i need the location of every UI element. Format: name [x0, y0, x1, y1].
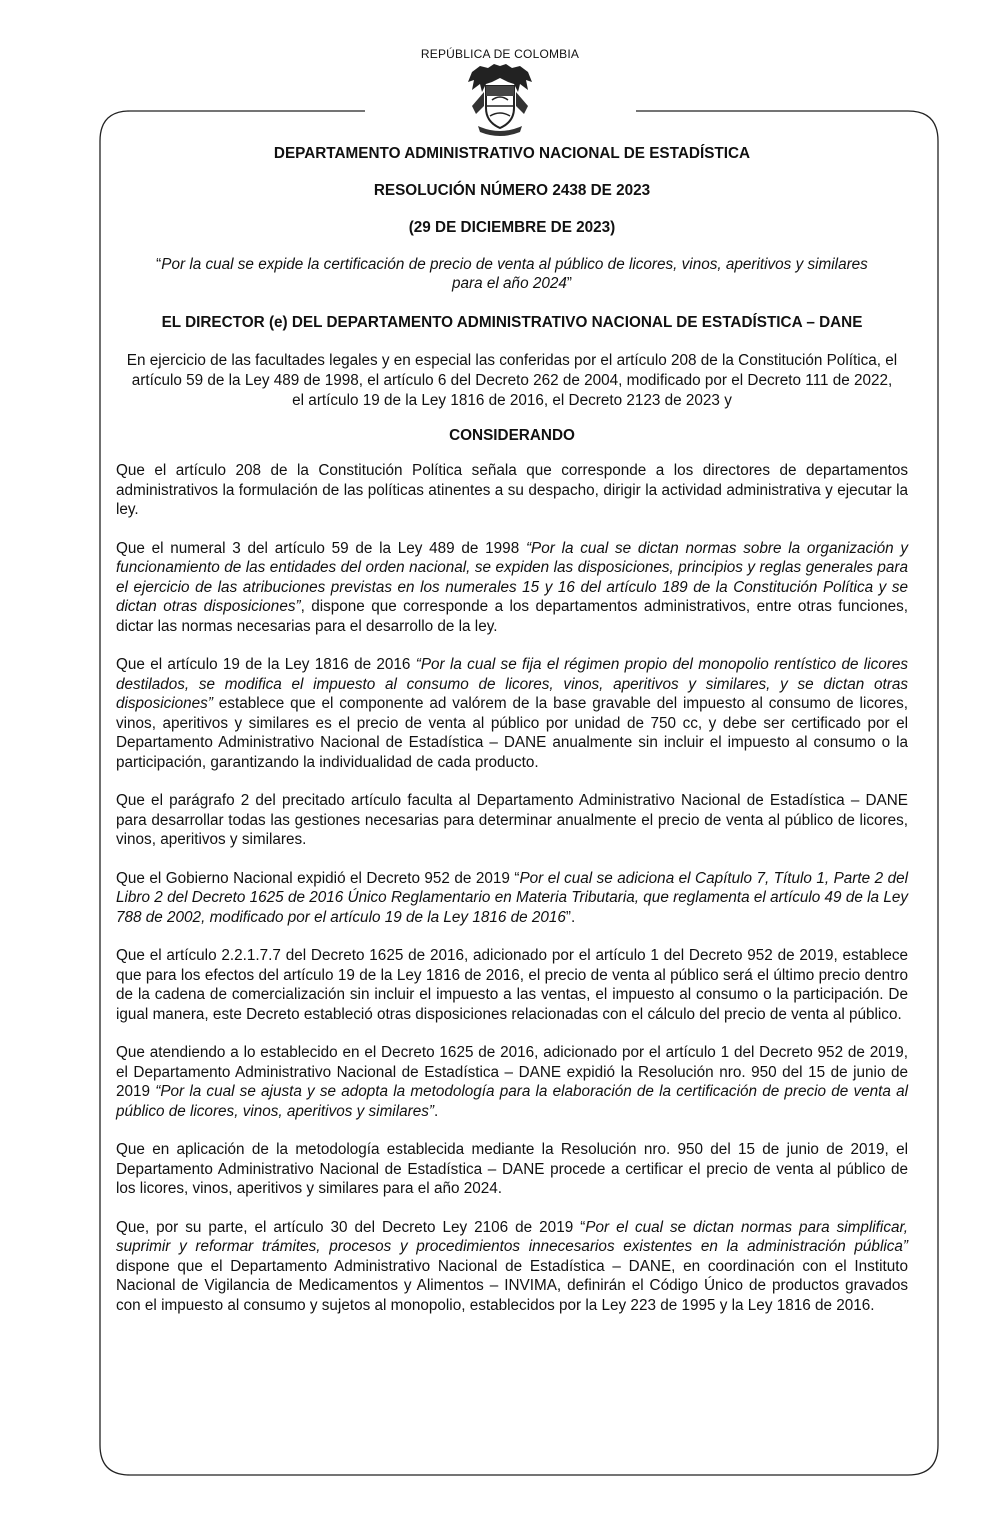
paragraph-3-text-a: Que el artículo 19 de la Ley 1816 de 2016 [116, 656, 416, 673]
paragraph-2 [116, 539, 908, 637]
paragraph-4 [116, 791, 908, 850]
resolution-date: (29 DE DICIEMBRE DE 2023) [408, 219, 616, 236]
faculties-intro: En ejercicio de las facultades legales y en especial las conferidas por el artículo 208 de la Constitución Política, el artículo 59 de la Ley 489 de 1998, el artículo 6 del Decreto 262 de 2004, modificado por el Decreto 111 de 2022, el artículo 19 de la Ley 1816 de 2016, el Decreto 2123 de 2023 y [126, 352, 898, 409]
paragraph-5 [116, 869, 908, 928]
paragraph-7-text-a: Que atendiendo a lo establecido en el Decreto 1625 de 2016, adicionado por el artículo 1 del Decreto 952 de 2019, el Departamento Administrativo Nacional de Estadística – DANE expidió la Resolución nro. 950 del 15 de junio de 2019 [116, 1044, 908, 1100]
paragraph-9-text-a: Que, por su parte, el artículo 30 del Decreto Ley 2106 de 2019 “ [116, 1218, 586, 1236]
republica-de-colombia-label: REPÚBLICA DE COLOMBIA [420, 47, 580, 61]
paragraph-7-citation: “Por la cual se ajusta y se adopta la metodología para la elaboración de la certificación de precio de venta al público de licores, vinos, aperitivos y similares” [116, 1083, 908, 1120]
paragraph-1-text: Que el artículo 208 de la Constitución Política señala que corresponde a los directores de departamentos administrativos la formulación de las políticas atinentes a su despacho, dirigir la actividad administrativa y ejecutar la ley. [116, 462, 908, 518]
paragraph-8 [116, 1140, 908, 1199]
paragraph-2-text-c: , dispone que corresponde a los departamentos administrativos, entre otras funciones, dictar las normas necesarias para el desarrollo de la ley. [116, 598, 908, 635]
resolution-number: RESOLUCIÓN NÚMERO 2438 DE 2023 [373, 182, 651, 199]
coat-of-arms-icon [464, 62, 536, 136]
paragraph-1 [116, 461, 908, 520]
paragraph-5-text-c: ”. [565, 908, 576, 926]
resolution-subject [156, 255, 868, 293]
paragraph-3-text-c: establece que el componente ad valórem de la base gravable del impuesto al consumo de licores, vinos, aperitivos y similares es el precio de venta al público por unidad de 750 cc, y debe ser certificado por el Departamento Administrativo Nacional de Estadística – DANE anualmente sin incluir el impuesto al consumo o la participación, garantizando la individualidad de cada producto. [116, 695, 908, 771]
paragraph-6 [116, 946, 908, 1024]
paragraph-8-text: Que en aplicación de la metodología establecida mediante la Resolución nro. 950 del 15 de junio de 2019, el Departamento Administrativo Nacional de Estadística – DANE procede a certificar el precio de venta al público de los licores, vinos, aperitivos y similares para el año 2024. [116, 1141, 908, 1197]
paragraph-9-citation: Por el cual se dictan normas para simplificar, suprimir y reformar trámites, procesos y procedimientos innecesarios existentes en la administración pública” [116, 1218, 908, 1255]
paragraph-9 [116, 1218, 908, 1316]
entity-heading: DEPARTAMENTO ADMINISTRATIVO NACIONAL DE ESTADÍSTICA [273, 145, 751, 162]
paragraph-3-citation: “Por la cual se fija el régimen propio del monopolio rentístico de licores destilados, se modifica el impuesto al consumo de licores, vinos, aperitivos y similares, y se dictan otras disposiciones” [116, 656, 909, 712]
subject-close-quote: ” [566, 275, 572, 292]
paragraph-6-text: Que el artículo 2.2.1.7.7 del Decreto 1625 de 2016, adicionado por el artículo 1 del Decreto 952 de 2019, establece que para los efectos del artículo 19 de la Ley 1816 de 2016, el precio de venta al público será el último precio dentro de la cadena de comercialización sin incluir el impuesto a las ventas, el impuesto al consumo o la participación. De igual manera, este Decreto estableció otras disposiciones relacionadas con el cálculo del precio de venta al público. [116, 947, 908, 1023]
paragraph-5-citation: Por el cual se adiciona el Capítulo 7, Título 1, Parte 2 del Libro 2 del Decreto 1625 de 2016 Único Reglamentario en Materia Tributaria, que reglamenta el artículo 49 de la Ley 788 de 2002, modificado por el artículo 19 de la Ley 1816 de 2016 [116, 869, 908, 926]
considerando-heading: CONSIDERANDO [449, 427, 575, 444]
paragraph-5-text-a: Que el Gobierno Nacional expidió el Decreto 952 de 2019 “ [116, 869, 520, 887]
paragraph-2-citation: “Por la cual se dictan normas sobre la organización y funcionamiento de las entidades del orden nacional, se expiden las disposiciones, principios y reglas generales para el ejercicio de las atribuciones previstas en los numerales 15 y 16 del artículo 189 de la Constitución Política y se dictan otras disposiciones” [116, 539, 908, 615]
resolution-body [116, 144, 908, 1334]
paragraph-2-text-a: Que el numeral 3 del artículo 59 de la Ley 489 de 1998 [116, 539, 526, 557]
paragraph-4-text: Que el parágrafo 2 del precitado artículo faculta al Departamento Administrativo Nacional de Estadística – DANE para desarrollar todas las gestiones necesarias para determinar anualmente el precio de venta al público de licores, vinos, aperitivos y similares. [116, 792, 908, 848]
paragraph-7-text-c: . [433, 1102, 439, 1120]
paragraph-7 [116, 1043, 908, 1121]
subject-open-quote: “ [156, 256, 162, 273]
paragraph-9-text-c: dispone que el Departamento Administrativo Nacional de Estadística – DANE, en coordinación con el Instituto Nacional de Vigilancia de Medicamentos y Alimentos – INVIMA, definirán el Código Único de productos gravados con el impuesto al consumo y sujetos al monopolio, establecidos por la Ley 223 de 1995 y la Ley 1816 de 2016. [116, 1257, 908, 1314]
subject-text: Por la cual se expide la certificación de precio de venta al público de licores, vinos, aperitivos y similares para el año 2024 [161, 256, 868, 292]
director-heading: EL DIRECTOR (e) DEL DEPARTAMENTO ADMINISTRATIVO NACIONAL DE ESTADÍSTICA – DANE [161, 314, 863, 331]
paragraph-3 [116, 655, 908, 772]
